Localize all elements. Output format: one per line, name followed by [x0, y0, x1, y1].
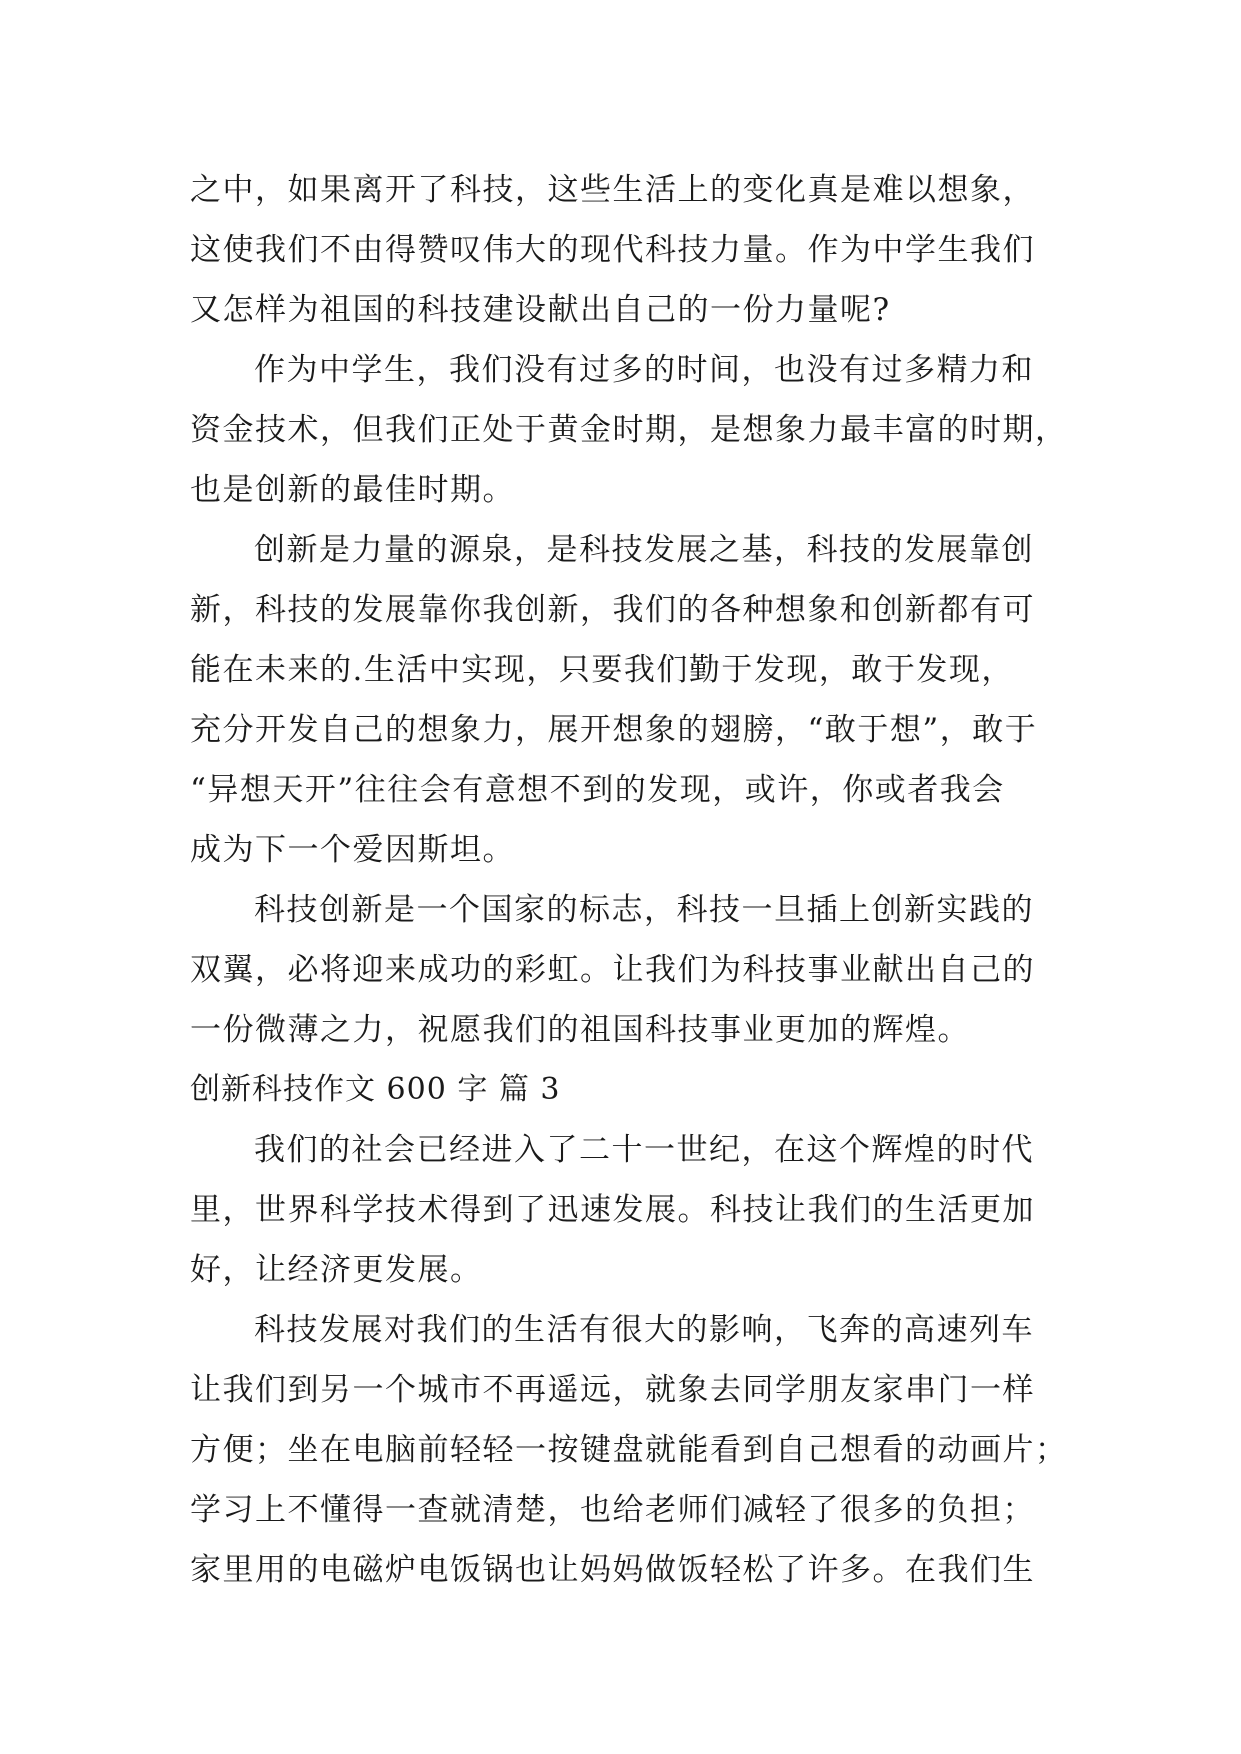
text-line: 之中，如果离开了科技，这些生活上的变化真是难以想象， [190, 172, 1035, 208]
text-line: 资金技术，但我们正处于黄金时期，是想象力最丰富的时期， [190, 412, 1068, 448]
text-line: 好，让经济更发展。 [190, 1252, 483, 1288]
text-line: 成为下一个爱因斯坦。 [190, 832, 515, 868]
text-line: 也是创新的最佳时期。 [190, 472, 515, 508]
section-heading: 创新科技作文 600 字 篇 3 [190, 1072, 561, 1107]
text-line: 双翼，必将迎来成功的彩虹。让我们为科技事业献出自己的 [190, 952, 1035, 988]
text-line: 一份微薄之力，祝愿我们的祖国科技事业更加的辉煌。 [190, 1012, 970, 1048]
paragraph-first-line: 作为中学生，我们没有过多的时间，也没有过多精力和 [254, 352, 1034, 388]
text-line: 让我们到另一个城市不再遥远，就象去同学朋友家串门一样 [190, 1372, 1035, 1408]
paragraph-first-line: 科技创新是一个国家的标志，科技一旦插上创新实践的 [254, 892, 1034, 928]
text-line: 里，世界科学技术得到了迅速发展。科技让我们的生活更加 [190, 1192, 1035, 1228]
text-line: “异想天开”往往会有意想不到的发现，或许，你或者我会 [190, 772, 1005, 808]
text-line: 家里用的电磁炉电饭锅也让妈妈做饭轻松了许多。在我们生 [190, 1552, 1035, 1588]
document-page [190, 160, 1070, 1600]
text-line: 学习上不懂得一查就清楚，也给老师们减轻了很多的负担； [190, 1492, 1035, 1528]
text-line: 充分开发自己的想象力，展开想象的翅膀，“敢于想”，敢于 [190, 712, 1038, 748]
text-line: 这使我们不由得赞叹伟大的现代科技力量。作为中学生我们 [190, 232, 1035, 268]
paragraph-first-line: 我们的社会已经进入了二十一世纪，在这个辉煌的时代 [254, 1132, 1034, 1168]
paragraph-first-line: 科技发展对我们的生活有很大的影响，飞奔的高速列车 [254, 1312, 1034, 1348]
text-line: 能在未来的.生活中实现，只要我们勤于发现，敢于发现， [190, 652, 1014, 688]
text-line: 新，科技的发展靠你我创新，我们的各种想象和创新都有可 [190, 592, 1035, 628]
paragraph-first-line: 创新是力量的源泉，是科技发展之基，科技的发展靠创 [254, 532, 1034, 568]
text-line: 又怎样为祖国的科技建设献出自己的一份力量呢? [190, 292, 891, 328]
text-line: 方便；坐在电脑前轻轻一按键盘就能看到自己想看的动画片； [190, 1432, 1068, 1468]
